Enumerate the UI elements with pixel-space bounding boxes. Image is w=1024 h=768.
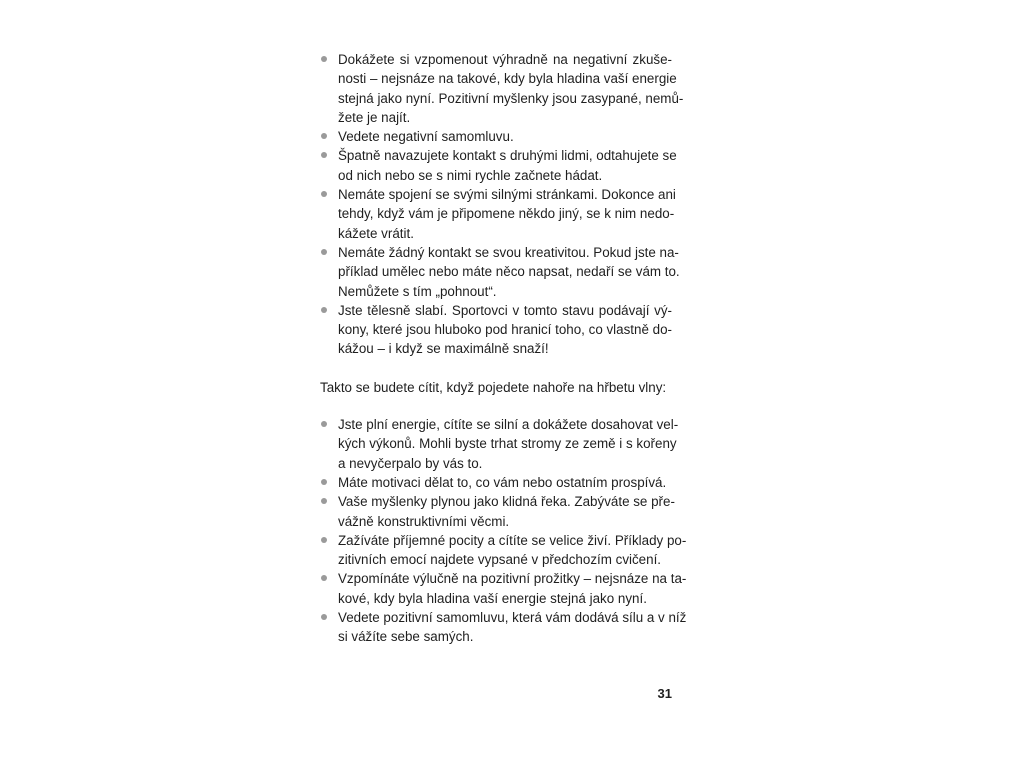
text-line: tehdy, když vám je připomene někdo jiný, se k nim nedo- <box>338 206 675 222</box>
bullet-icon <box>321 537 327 543</box>
bullet-item <box>320 301 672 359</box>
text-line: nosti – nejsnáze na takové, kdy byla hladina vaší energie <box>338 71 677 87</box>
bullet-item <box>320 569 687 608</box>
text-line: kové, kdy byla hladina vaší energie stejná jako nyní. <box>338 590 647 606</box>
text-line: kážete vrátit. <box>338 225 414 241</box>
text-line: kých výkonů. Mohli byste trhat stromy ze země i s kořeny <box>338 436 677 452</box>
text-line: Vedete negativní samomluvu. <box>338 129 514 145</box>
text-line: Vaše myšlenky plynou jako klidná řeka. Zabýváte se pře- <box>338 494 675 510</box>
text-block <box>320 50 687 647</box>
bullet-icon <box>321 133 327 139</box>
bullet-icon <box>321 479 327 485</box>
bullet-icon <box>321 249 327 255</box>
bullet-item <box>320 473 672 492</box>
text-line: kony, které jsou hluboko pod hranicí toho, co vlastně do- <box>338 322 672 338</box>
text-line: Jste plní energie, cítíte se silní a dokážete dosahovat vel- <box>338 417 679 433</box>
text-line: Máte motivaci dělat to, co vám nebo ostatním prospívá. <box>338 474 667 490</box>
intro-paragraph: Takto se budete cítit, když pojedete nahoře na hřbetu vlny: <box>320 379 667 395</box>
text-line: příklad umělec nebo máte něco napsat, nedaří se vám to. <box>338 264 680 280</box>
bullet-item <box>320 531 687 570</box>
bullet-icon <box>321 191 327 197</box>
bullet-icon <box>321 575 327 581</box>
bullet-item <box>320 127 672 146</box>
bullet-item <box>320 50 684 127</box>
bullet-item <box>320 146 677 185</box>
bullet-icon <box>321 498 327 504</box>
text-line: kážou – i když se maximálně snaží! <box>338 341 549 357</box>
bullet-icon <box>321 614 327 620</box>
bullet-icon <box>321 307 327 313</box>
bullet-item <box>320 608 687 647</box>
text-line: Zažíváte příjemné pocity a cítíte se velice živí. Příklady po- <box>338 532 687 548</box>
negative-state-list <box>320 50 684 359</box>
text-line: Nemůžete s tím „pohnout“. <box>338 283 497 299</box>
text-line: Nemáte žádný kontakt se svou kreativitou. Pokud jste na- <box>338 244 679 260</box>
text-line: zitivních emocí najdete vypsané v předchozím cvičení. <box>338 552 662 568</box>
text-line: Vedete pozitivní samomluvu, která vám dodává sílu a v níž <box>338 610 687 626</box>
text-line: vážně konstruktivními věcmi. <box>338 513 510 529</box>
bullet-item <box>320 492 675 531</box>
text-line: Jste tělesně slabí. Sportovci v tomto stavu podávají vý- <box>338 302 672 318</box>
bullet-item <box>320 415 679 473</box>
text-line: si vážíte sebe samých. <box>338 629 474 645</box>
text-line: a nevyčerpalo by vás to. <box>338 455 483 471</box>
text-line: Dokážete si vzpomenout výhradně na negativní zkuše- <box>338 52 672 67</box>
text-line: od nich nebo se s nimi rychle začnete hádat. <box>338 167 603 183</box>
text-line: Špatně navazujete kontakt s druhými lidmi, odtahujete se <box>338 148 677 164</box>
text-line: stejná jako nyní. Pozitivní myšlenky jsou zasypané, nemů- <box>338 90 684 106</box>
text-line: Nemáte spojení se svými silnými stránkami. Dokonce ani <box>338 187 676 203</box>
text-line: žete je najít. <box>338 109 411 125</box>
text-line: Vzpomínáte výlučně na pozitivní prožitky – nejsnáze na ta- <box>338 571 687 587</box>
positive-state-list <box>320 415 687 647</box>
bullet-icon <box>321 421 327 427</box>
bullet-icon <box>321 152 327 158</box>
page-number: 31 <box>657 686 672 701</box>
bullet-item <box>320 243 680 301</box>
bullet-item <box>320 185 676 243</box>
bullet-icon <box>321 56 327 62</box>
